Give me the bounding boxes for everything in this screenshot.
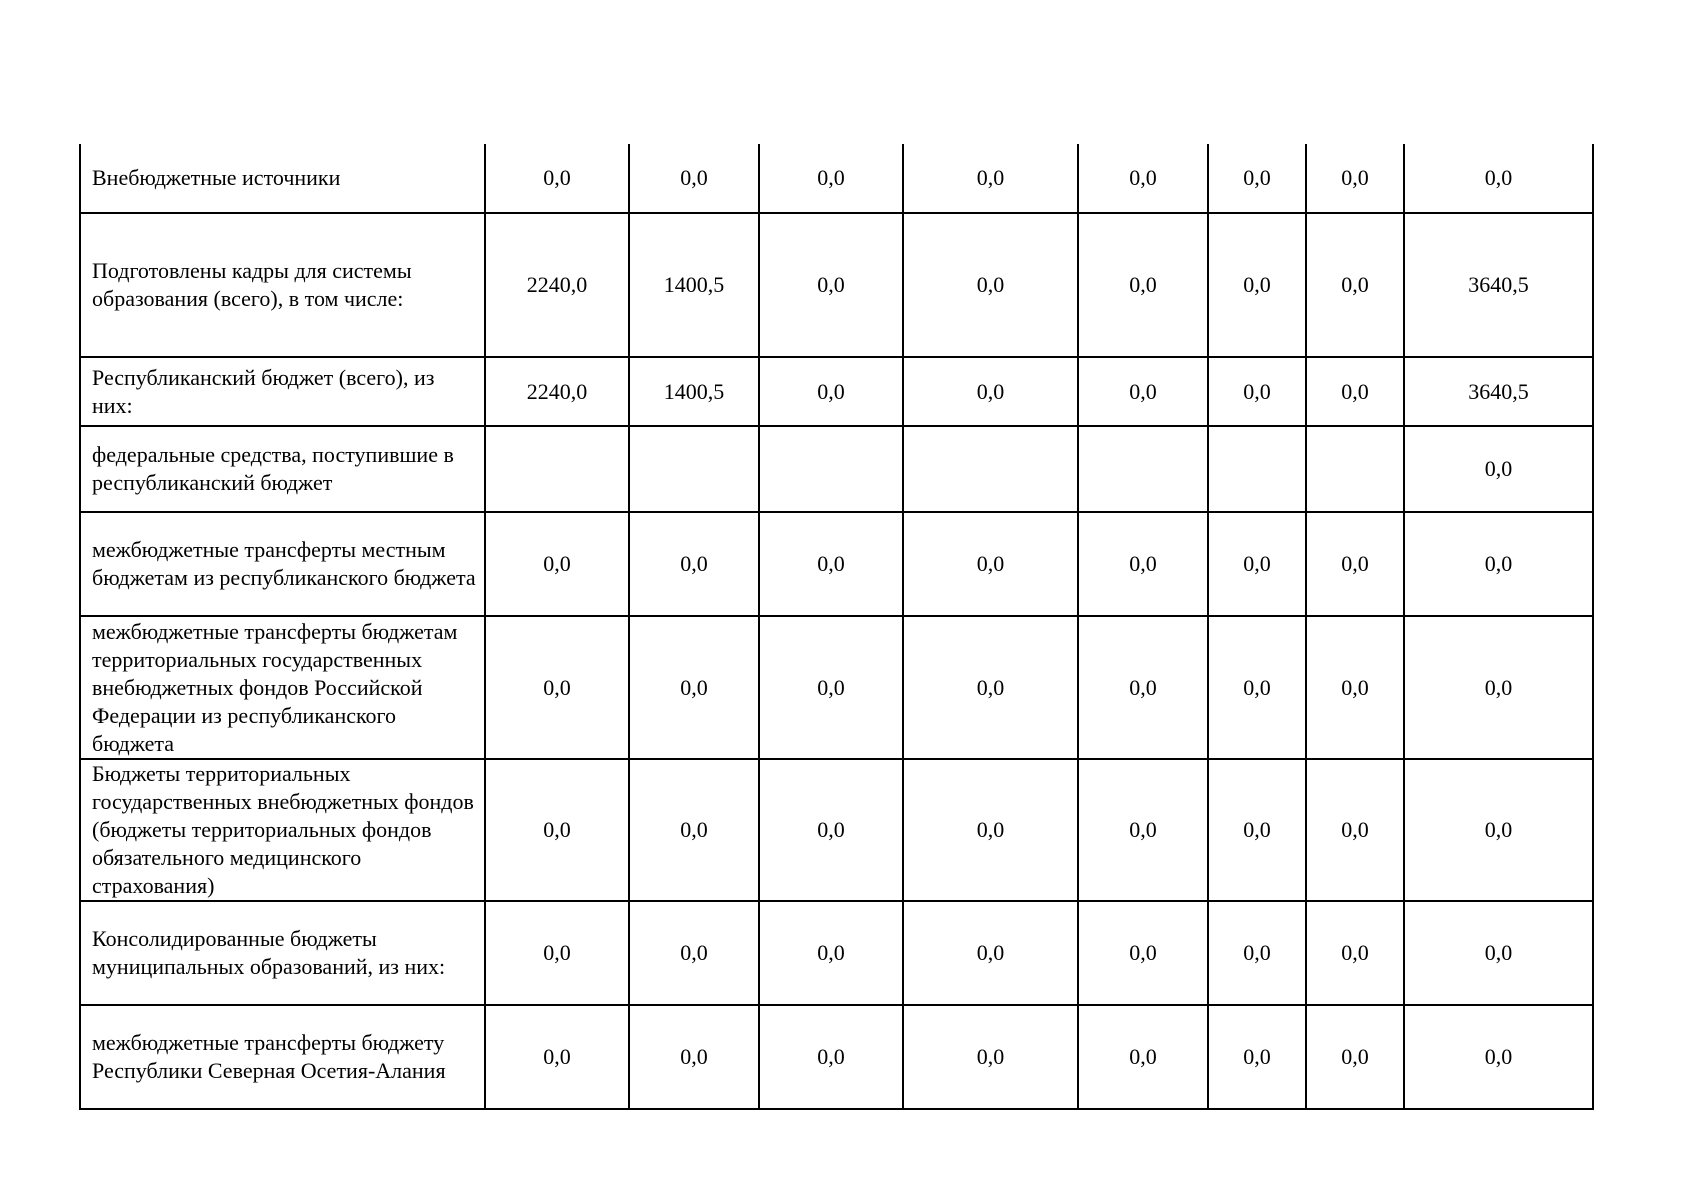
table-cell: 0,0 — [1404, 759, 1593, 901]
table-cell: 0,0 — [485, 616, 629, 759]
row-label: межбюджетные трансферты бюджетам территориальных государственных внебюджетных фондов Российской Федерации из республиканского бюджета — [80, 616, 485, 759]
table-cell: 0,0 — [1208, 901, 1306, 1005]
row-label: Бюджеты территориальных государственных внебюджетных фондов (бюджеты территориальных фондов обязательного медицинского страхования) — [80, 759, 485, 901]
table-cell: 0,0 — [629, 616, 759, 759]
table-cell: 0,0 — [1306, 1005, 1404, 1109]
table-cell: 0,0 — [903, 759, 1078, 901]
table-cell — [759, 426, 903, 512]
table-cell: 0,0 — [1404, 426, 1593, 512]
table-cell — [485, 426, 629, 512]
table-cell: 0,0 — [1404, 616, 1593, 759]
budget-table — [79, 144, 1594, 1110]
table-cell: 0,0 — [1208, 759, 1306, 901]
table-cell: 0,0 — [629, 901, 759, 1005]
table-cell: 0,0 — [1078, 512, 1208, 616]
table-cell: 0,0 — [759, 1005, 903, 1109]
table-row — [80, 616, 1593, 759]
table-cell: 0,0 — [629, 1005, 759, 1109]
table-cell: 0,0 — [1078, 901, 1208, 1005]
table-cell: 0,0 — [1306, 759, 1404, 901]
table-cell: 0,0 — [1078, 1005, 1208, 1109]
table-cell: 0,0 — [1208, 1005, 1306, 1109]
table-cell: 3640,5 — [1404, 357, 1593, 426]
table-cell: 0,0 — [759, 901, 903, 1005]
table-cell: 0,0 — [1306, 512, 1404, 616]
table-cell: 0,0 — [903, 616, 1078, 759]
row-label: Внебюджетные источники — [80, 144, 485, 213]
table-row — [80, 357, 1593, 426]
table-cell: 2240,0 — [485, 357, 629, 426]
row-label: Консолидированные бюджеты муниципальных образований, из них: — [80, 901, 485, 1005]
table-cell — [1078, 426, 1208, 512]
row-label: межбюджетные трансферты бюджету Республики Северная Осетия-Алания — [80, 1005, 485, 1109]
table-cell: 0,0 — [1404, 901, 1593, 1005]
table-cell: 0,0 — [903, 357, 1078, 426]
table-row — [80, 512, 1593, 616]
table-row — [80, 426, 1593, 512]
table-cell: 0,0 — [759, 357, 903, 426]
table-cell: 0,0 — [759, 512, 903, 616]
table-cell — [1306, 426, 1404, 512]
table-cell: 0,0 — [1208, 144, 1306, 213]
table-cell: 0,0 — [903, 213, 1078, 357]
table-cell: 0,0 — [1404, 512, 1593, 616]
table-cell: 0,0 — [629, 759, 759, 901]
table-cell: 0,0 — [759, 213, 903, 357]
table-row — [80, 144, 1593, 213]
table-cell: 0,0 — [1078, 144, 1208, 213]
table-cell: 1400,5 — [629, 357, 759, 426]
table-cell: 0,0 — [1306, 901, 1404, 1005]
row-label: федеральные средства, поступившие в республиканский бюджет — [80, 426, 485, 512]
table-cell: 0,0 — [1078, 357, 1208, 426]
table-cell: 0,0 — [1208, 213, 1306, 357]
table-cell: 0,0 — [1404, 144, 1593, 213]
table-row — [80, 1005, 1593, 1109]
table-cell — [1208, 426, 1306, 512]
row-label: межбюджетные трансферты местным бюджетам из республиканского бюджета — [80, 512, 485, 616]
table-cell: 0,0 — [759, 144, 903, 213]
table-cell: 0,0 — [903, 901, 1078, 1005]
table-cell: 0,0 — [485, 759, 629, 901]
table-cell: 0,0 — [1404, 1005, 1593, 1109]
table-row — [80, 759, 1593, 901]
table-cell — [903, 426, 1078, 512]
table-cell: 0,0 — [485, 512, 629, 616]
table-cell: 3640,5 — [1404, 213, 1593, 357]
table-cell — [629, 426, 759, 512]
table-row — [80, 213, 1593, 357]
table-cell: 0,0 — [629, 512, 759, 616]
table-cell: 1400,5 — [629, 213, 759, 357]
budget-table-container — [79, 144, 1594, 1110]
table-cell: 0,0 — [1078, 616, 1208, 759]
table-cell: 0,0 — [1208, 512, 1306, 616]
table-cell: 0,0 — [1306, 616, 1404, 759]
table-cell: 0,0 — [629, 144, 759, 213]
table-cell: 0,0 — [759, 616, 903, 759]
table-cell: 0,0 — [1078, 759, 1208, 901]
table-cell: 0,0 — [1306, 357, 1404, 426]
table-cell: 0,0 — [1208, 616, 1306, 759]
table-cell: 0,0 — [903, 1005, 1078, 1109]
table-cell: 0,0 — [485, 144, 629, 213]
table-cell: 0,0 — [1306, 144, 1404, 213]
row-label: Подготовлены кадры для системы образования (всего), в том числе: — [80, 213, 485, 357]
table-cell: 0,0 — [485, 901, 629, 1005]
table-cell: 0,0 — [903, 144, 1078, 213]
table-cell: 0,0 — [1078, 213, 1208, 357]
table-row — [80, 901, 1593, 1005]
table-cell: 2240,0 — [485, 213, 629, 357]
table-cell: 0,0 — [1208, 357, 1306, 426]
table-cell: 0,0 — [903, 512, 1078, 616]
table-cell: 0,0 — [759, 759, 903, 901]
table-cell: 0,0 — [485, 1005, 629, 1109]
row-label: Республиканский бюджет (всего), из них: — [80, 357, 485, 426]
table-cell: 0,0 — [1306, 213, 1404, 357]
